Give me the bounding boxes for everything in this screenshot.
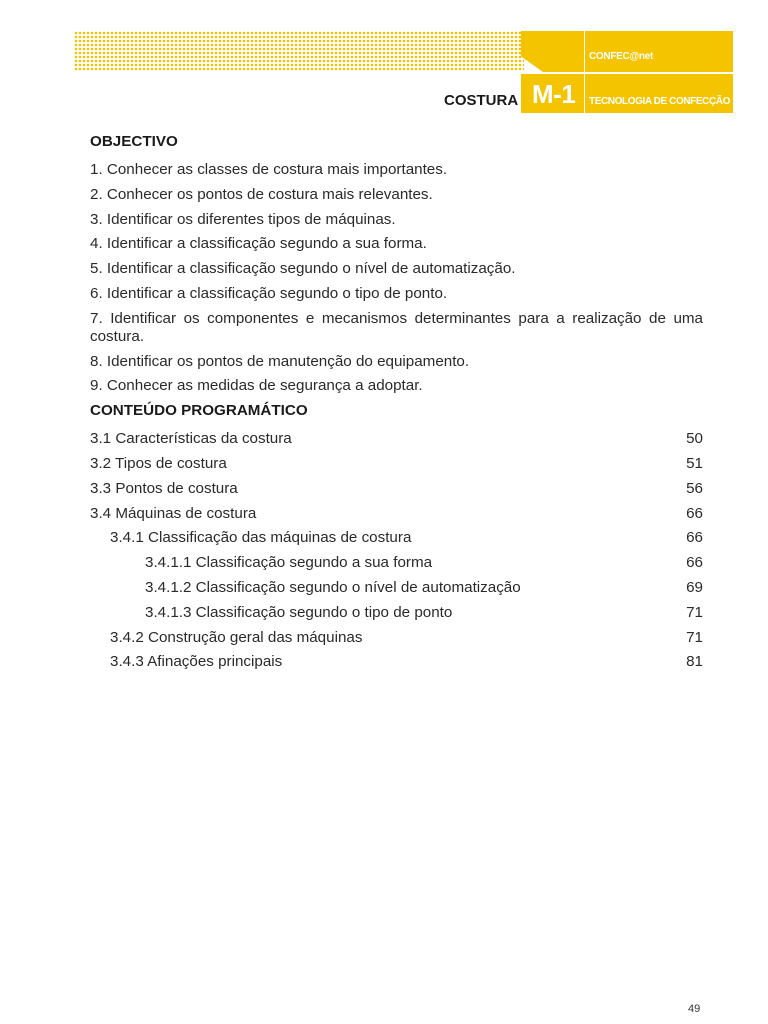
- toc-entry: [90, 653, 703, 671]
- toc-entry-page: 66: [686, 554, 703, 572]
- toc-entry-page: 71: [686, 603, 703, 621]
- contents-heading: CONTEÚDO PROGRAMÁTICO: [90, 402, 308, 420]
- objective-item: 4. Identificar a classificação segundo a sua forma.: [90, 235, 427, 253]
- toc-entry-page: 51: [686, 454, 703, 472]
- toc-entry-page: 69: [686, 578, 703, 596]
- toc-entry: [90, 554, 703, 572]
- toc-entry: [90, 604, 703, 622]
- page-number: 49: [688, 1003, 701, 1015]
- header-divider: [584, 74, 585, 113]
- toc-entry: [90, 579, 703, 597]
- toc-entry-label: 3.4.2 Construção geral das máquinas: [110, 628, 363, 646]
- objective-item: 5. Identificar a classificação segundo o nível de automatização.: [90, 260, 516, 278]
- table-of-contents: [90, 430, 703, 671]
- objective-item: 7. Identificar os componentes e mecanismos determinantes para a realização de uma costura.: [90, 309, 703, 345]
- objective-item: 6. Identificar a classificação segundo o tipo de ponto.: [90, 284, 448, 302]
- toc-entry-label: 3.4.1.3 Classificação segundo o tipo de ponto: [145, 603, 453, 621]
- header-dot-pattern: [74, 31, 524, 71]
- toc-entry-label: 3.2 Tipos de costura: [90, 454, 227, 472]
- toc-entry-label: 3.3 Pontos de costura: [90, 479, 238, 497]
- toc-entry: [90, 455, 703, 473]
- toc-entry-page: 71: [686, 628, 703, 646]
- toc-entry-label: 3.4 Máquinas de costura: [90, 504, 257, 522]
- objective-item: 8. Identificar os pontos de manutenção do equipamento.: [90, 352, 470, 370]
- toc-entry-label: 3.1 Características da costura: [90, 430, 292, 448]
- toc-entry-page: 56: [686, 479, 703, 497]
- objective-item: 1. Conhecer as classes de costura mais importantes.: [90, 161, 448, 178]
- toc-entry: [90, 430, 703, 448]
- page-content: [90, 133, 703, 678]
- objective-list: [90, 161, 703, 395]
- header-divider: [584, 31, 585, 72]
- toc-entry-label: 3.4.1.1 Classificação segundo a sua forma: [145, 554, 433, 572]
- toc-entry: [90, 529, 703, 547]
- module-code: M-1: [532, 79, 576, 109]
- toc-entry: [90, 505, 703, 523]
- toc-entry-page: 50: [686, 430, 703, 448]
- objective-item: 2. Conhecer os pontos de costura mais relevantes.: [90, 185, 433, 203]
- toc-entry: [90, 629, 703, 647]
- objective-item: 3. Identificar os diferentes tipos de máquinas.: [90, 210, 396, 228]
- module-subject: TECNOLOGIA DE CONFECÇÃO: [589, 96, 730, 107]
- brand-name: CONFEC@net: [589, 51, 653, 62]
- toc-entry-page: 66: [686, 529, 703, 547]
- toc-entry-label: 3.4.1.2 Classificação segundo o nível de automatização: [145, 578, 521, 596]
- toc-entry-page: 66: [686, 504, 703, 522]
- toc-entry-page: 81: [686, 653, 703, 671]
- toc-entry-label: 3.4.1 Classificação das máquinas de costura: [110, 529, 412, 547]
- objective-heading: OBJECTIVO: [90, 133, 178, 150]
- toc-entry-label: 3.4.3 Afinações principais: [110, 653, 283, 671]
- objective-item: 9. Conhecer as medidas de segurança a adoptar.: [90, 377, 423, 395]
- section-title: COSTURA: [444, 92, 519, 109]
- toc-entry: [90, 480, 703, 498]
